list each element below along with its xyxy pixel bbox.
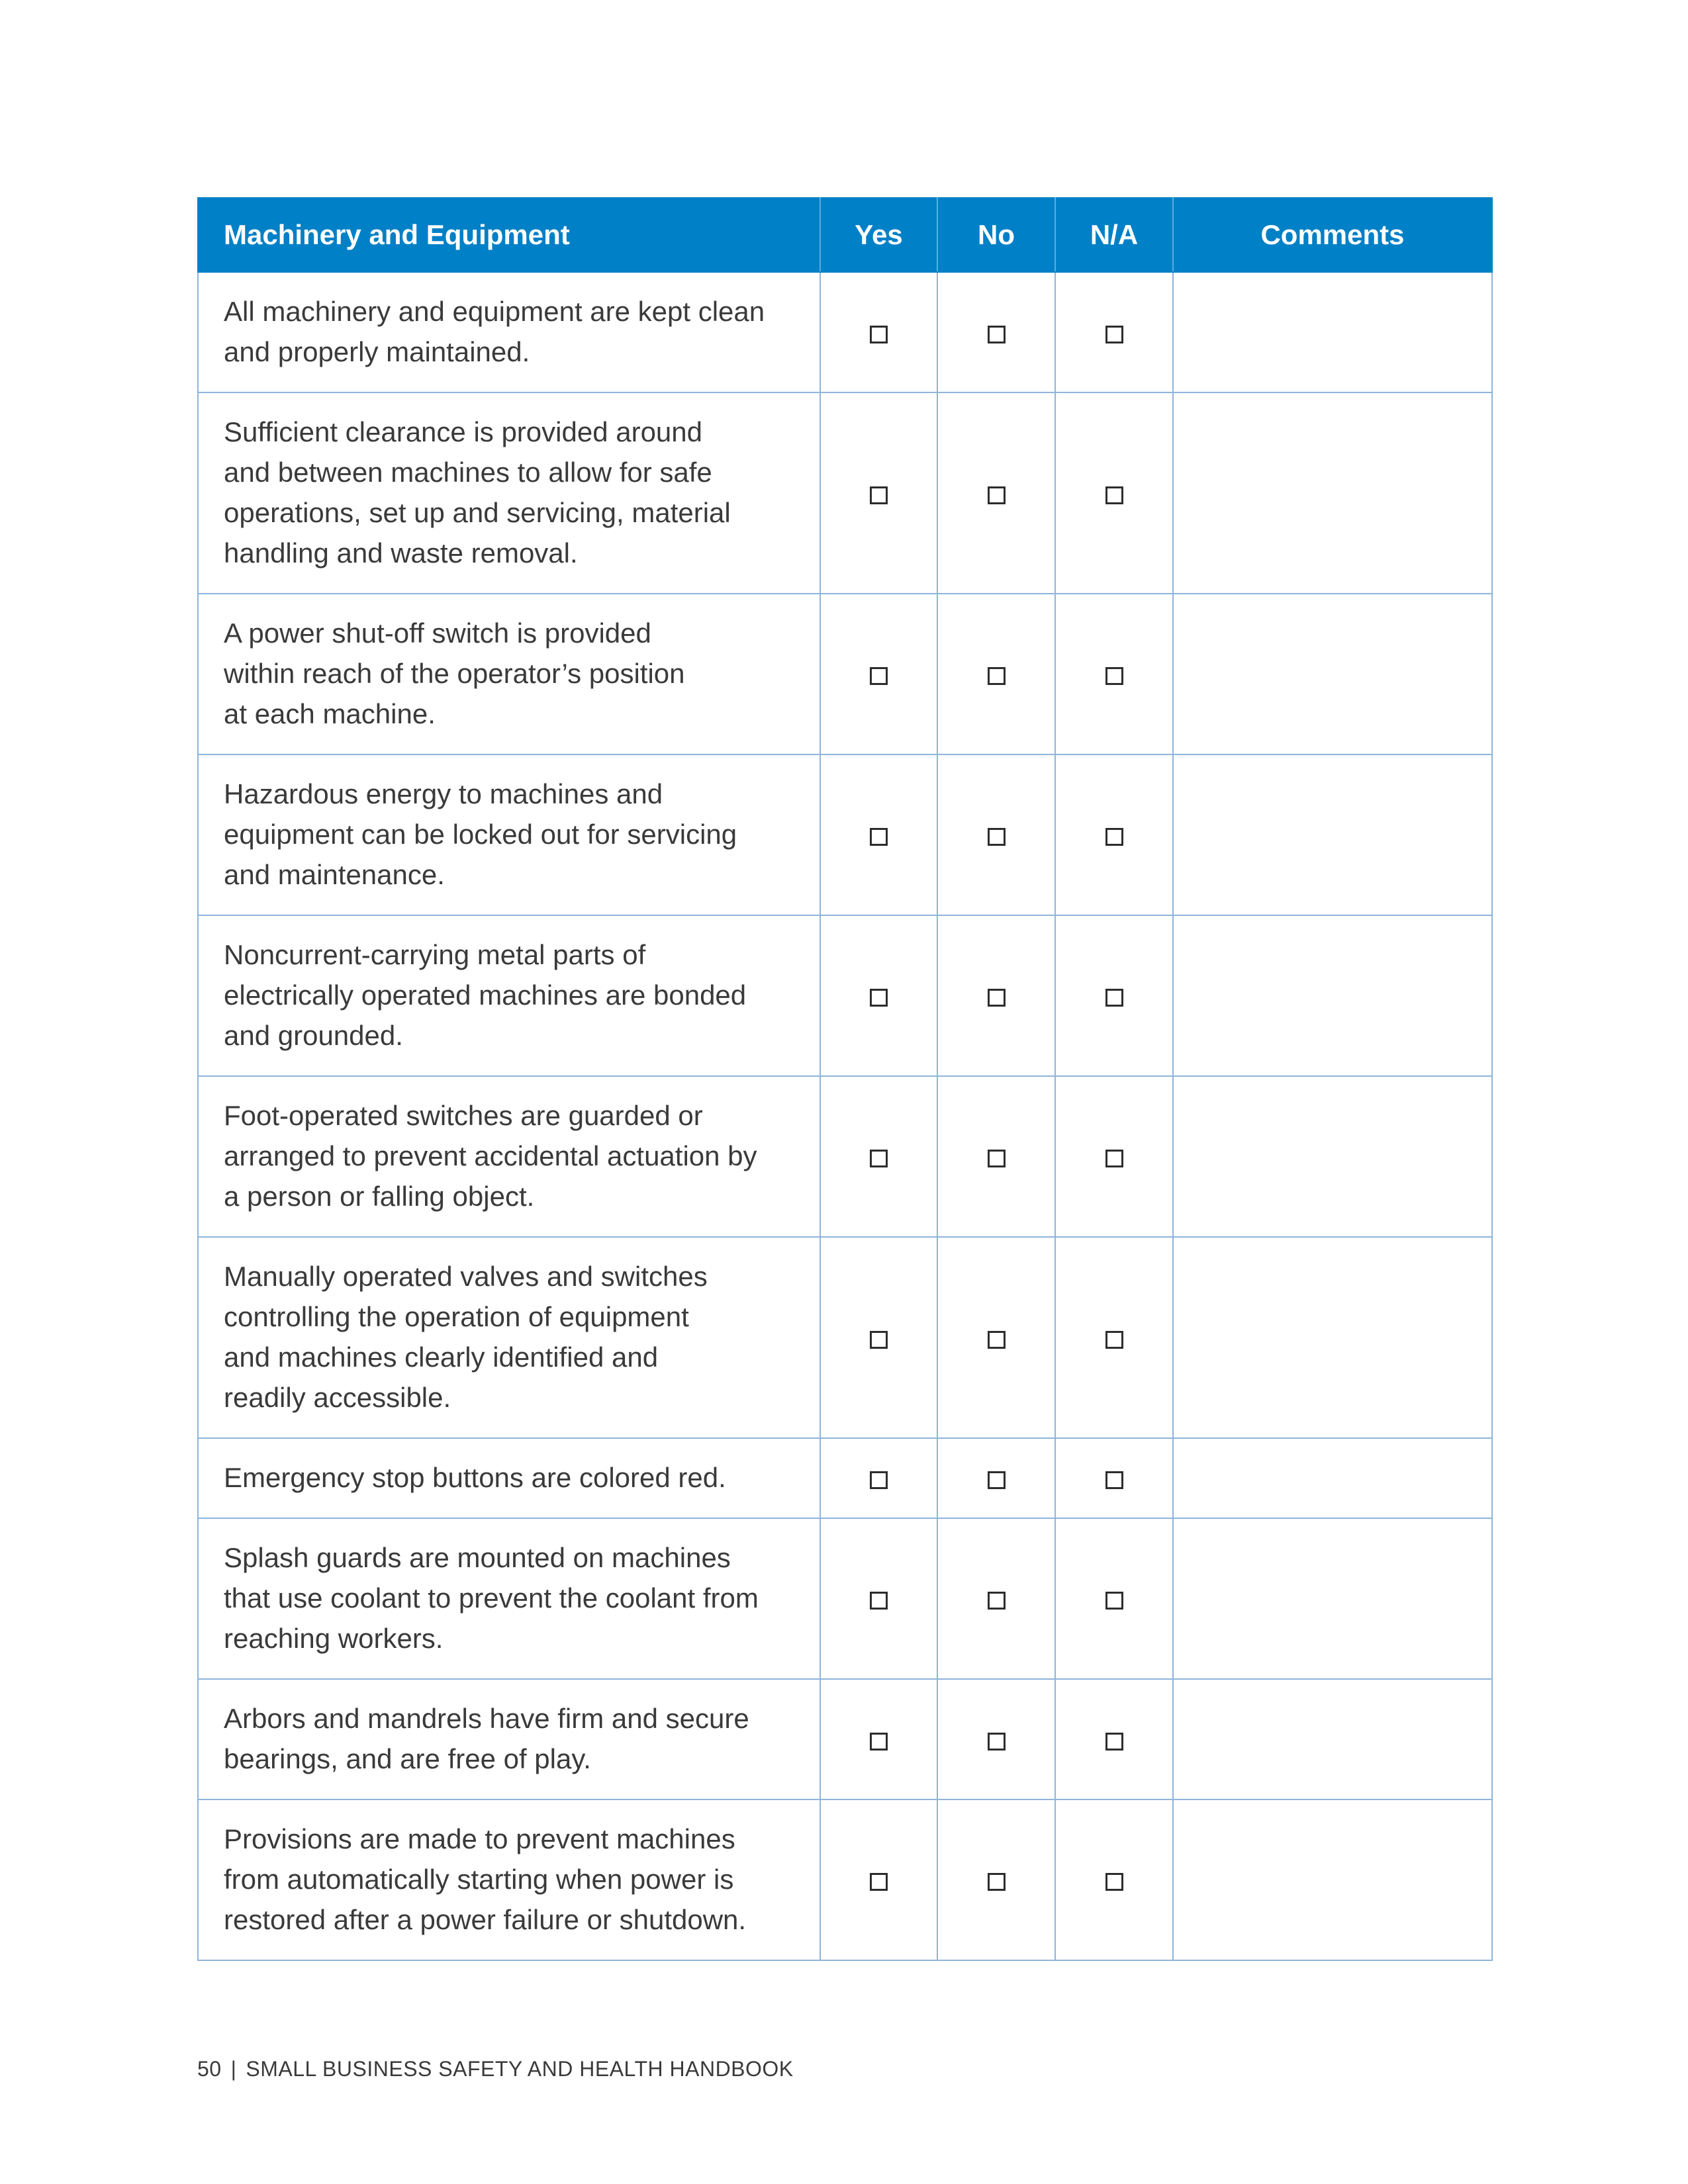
checklist-item-text: Sufficient clearance is provided around and between machines to allow for safe operations, set up and servicing, material handling and waste removal. bbox=[198, 392, 820, 594]
comments-cell[interactable] bbox=[1173, 1076, 1492, 1237]
comments-cell[interactable] bbox=[1173, 1518, 1492, 1679]
table-row bbox=[198, 392, 1492, 594]
table-row bbox=[198, 1679, 1492, 1799]
no-cell bbox=[937, 1076, 1055, 1237]
na-checkbox[interactable] bbox=[1105, 486, 1123, 504]
yes-cell bbox=[820, 1237, 937, 1438]
table-row bbox=[198, 1237, 1492, 1438]
yes-checkbox[interactable] bbox=[870, 1873, 888, 1891]
comments-cell[interactable] bbox=[1173, 915, 1492, 1076]
no-checkbox[interactable] bbox=[988, 1733, 1006, 1751]
table-header bbox=[198, 198, 1492, 272]
na-checkbox[interactable] bbox=[1105, 1331, 1123, 1349]
no-checkbox[interactable] bbox=[988, 1592, 1006, 1610]
na-cell bbox=[1055, 594, 1173, 754]
na-checkbox[interactable] bbox=[1105, 989, 1123, 1007]
yes-checkbox[interactable] bbox=[870, 1331, 888, 1349]
na-cell bbox=[1055, 392, 1173, 594]
no-checkbox[interactable] bbox=[988, 1331, 1006, 1349]
yes-checkbox[interactable] bbox=[870, 667, 888, 685]
yes-checkbox[interactable] bbox=[870, 1150, 888, 1167]
footer-separator: | bbox=[230, 2057, 237, 2081]
no-cell bbox=[937, 754, 1055, 915]
yes-checkbox[interactable] bbox=[870, 326, 888, 343]
no-checkbox[interactable] bbox=[988, 1873, 1006, 1891]
comments-cell[interactable] bbox=[1173, 1679, 1492, 1799]
header-comments: Comments bbox=[1173, 198, 1492, 272]
comments-cell[interactable] bbox=[1173, 754, 1492, 915]
no-cell bbox=[937, 1237, 1055, 1438]
header-row bbox=[198, 198, 1492, 272]
na-checkbox[interactable] bbox=[1105, 667, 1123, 685]
checklist-item-text: Emergency stop buttons are colored red. bbox=[198, 1438, 820, 1518]
no-checkbox[interactable] bbox=[988, 667, 1006, 685]
na-checkbox[interactable] bbox=[1105, 1733, 1123, 1751]
yes-checkbox[interactable] bbox=[870, 486, 888, 504]
no-checkbox[interactable] bbox=[988, 989, 1006, 1007]
yes-cell bbox=[820, 392, 937, 594]
na-checkbox[interactable] bbox=[1105, 326, 1123, 343]
yes-cell bbox=[820, 1799, 937, 1960]
checklist-item-text: Hazardous energy to machines and equipment can be locked out for servicing and maintenance. bbox=[198, 754, 820, 915]
page-number: 50 bbox=[197, 2057, 222, 2081]
checklist-item-text: Manually operated valves and switches controlling the operation of equipment and machines clearly identified and readily accessible. bbox=[198, 1237, 820, 1438]
no-cell bbox=[937, 1799, 1055, 1960]
no-checkbox[interactable] bbox=[988, 1471, 1006, 1489]
na-cell bbox=[1055, 1679, 1173, 1799]
checklist-item-text: Splash guards are mounted on machines that use coolant to prevent the coolant from reaching workers. bbox=[198, 1518, 820, 1679]
checklist-item-text: Foot-operated switches are guarded or arranged to prevent accidental actuation by a person or falling object. bbox=[198, 1076, 820, 1237]
checklist-item-text: All machinery and equipment are kept clean and properly maintained. bbox=[198, 272, 820, 392]
yes-checkbox[interactable] bbox=[870, 828, 888, 846]
no-checkbox[interactable] bbox=[988, 326, 1006, 343]
yes-checkbox[interactable] bbox=[870, 1471, 888, 1489]
table-row bbox=[198, 1076, 1492, 1237]
header-yes: Yes bbox=[820, 198, 937, 272]
comments-cell[interactable] bbox=[1173, 1799, 1492, 1960]
table-row bbox=[198, 1438, 1492, 1518]
yes-cell bbox=[820, 594, 937, 754]
page-footer bbox=[197, 2057, 794, 2081]
table-row bbox=[198, 1799, 1492, 1960]
na-cell bbox=[1055, 272, 1173, 392]
handbook-title: SMALL BUSINESS SAFETY AND HEALTH HANDBOOK bbox=[246, 2057, 794, 2081]
table-row bbox=[198, 272, 1492, 392]
machinery-checklist-table bbox=[197, 197, 1493, 1961]
no-checkbox[interactable] bbox=[988, 486, 1006, 504]
checklist-item-text: Arbors and mandrels have firm and secure bearings, and are free of play. bbox=[198, 1679, 820, 1799]
no-cell bbox=[937, 1438, 1055, 1518]
no-checkbox[interactable] bbox=[988, 1150, 1006, 1167]
comments-cell[interactable] bbox=[1173, 594, 1492, 754]
table-row bbox=[198, 1518, 1492, 1679]
na-checkbox[interactable] bbox=[1105, 1471, 1123, 1489]
header-na: N/A bbox=[1055, 198, 1173, 272]
no-checkbox[interactable] bbox=[988, 828, 1006, 846]
na-cell bbox=[1055, 1438, 1173, 1518]
comments-cell[interactable] bbox=[1173, 1438, 1492, 1518]
no-cell bbox=[937, 1518, 1055, 1679]
yes-cell bbox=[820, 1518, 937, 1679]
comments-cell[interactable] bbox=[1173, 1237, 1492, 1438]
header-no: No bbox=[937, 198, 1055, 272]
na-checkbox[interactable] bbox=[1105, 828, 1123, 846]
table-row bbox=[198, 594, 1492, 754]
na-cell bbox=[1055, 1076, 1173, 1237]
table-body bbox=[198, 272, 1492, 1960]
na-cell bbox=[1055, 915, 1173, 1076]
table-row bbox=[198, 754, 1492, 915]
na-checkbox[interactable] bbox=[1105, 1150, 1123, 1167]
yes-checkbox[interactable] bbox=[870, 1592, 888, 1610]
na-cell bbox=[1055, 1518, 1173, 1679]
comments-cell[interactable] bbox=[1173, 392, 1492, 594]
no-cell bbox=[937, 915, 1055, 1076]
no-cell bbox=[937, 392, 1055, 594]
checklist-item-text: Provisions are made to prevent machines from automatically starting when power is restored after a power failure or shutdown. bbox=[198, 1799, 820, 1960]
comments-cell[interactable] bbox=[1173, 272, 1492, 392]
header-machinery-and-equipment: Machinery and Equipment bbox=[198, 198, 820, 272]
table-row bbox=[198, 915, 1492, 1076]
no-cell bbox=[937, 272, 1055, 392]
yes-cell bbox=[820, 754, 937, 915]
na-cell bbox=[1055, 754, 1173, 915]
yes-cell bbox=[820, 1438, 937, 1518]
checklist-item-text: A power shut-off switch is provided within reach of the operator’s position at each machine. bbox=[198, 594, 820, 754]
yes-cell bbox=[820, 1679, 937, 1799]
no-cell bbox=[937, 1679, 1055, 1799]
yes-cell bbox=[820, 1076, 937, 1237]
na-cell bbox=[1055, 1799, 1173, 1960]
na-checkbox[interactable] bbox=[1105, 1873, 1123, 1891]
yes-cell bbox=[820, 915, 937, 1076]
checklist-item-text: Noncurrent-carrying metal parts of electrically operated machines are bonded and grounded. bbox=[198, 915, 820, 1076]
yes-checkbox[interactable] bbox=[870, 989, 888, 1007]
yes-cell bbox=[820, 272, 937, 392]
no-cell bbox=[937, 594, 1055, 754]
na-checkbox[interactable] bbox=[1105, 1592, 1123, 1610]
yes-checkbox[interactable] bbox=[870, 1733, 888, 1751]
na-cell bbox=[1055, 1237, 1173, 1438]
